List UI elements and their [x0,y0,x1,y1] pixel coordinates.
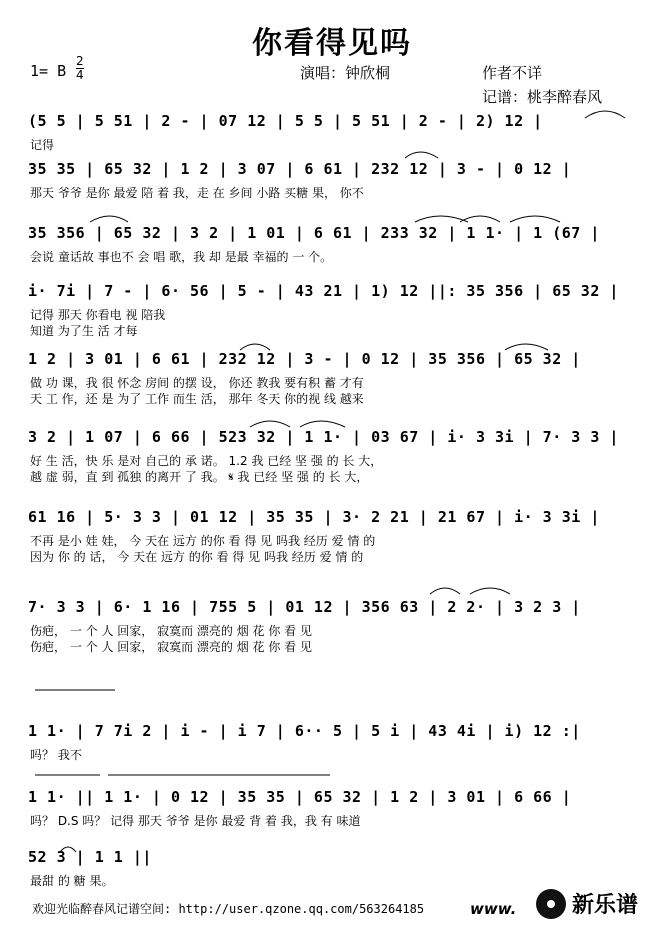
composer-credit: 作者不详 [482,64,543,82]
brand-name: 新乐谱 [572,893,639,918]
key-signature: 1= B [30,62,67,80]
notation-line: 61 16 | 5· 3 3 | 01 12 | 35 35 | 3· 2 21 | 21 67 | i· 3 3i | [28,508,600,526]
lyric-line: 吗？ D.S 吗？ 记得 那天 爷爷 是你 最爱 背 着 我，我 有 味道 [30,814,361,828]
notation-line: 35 356 | 65 32 | 3 2 | 1 01 | 6 61 | 233 32 | 1 1· | 1 (67 | [28,224,600,242]
lyric-line: 记得 那天 你看电 视 陪我 [30,308,166,322]
lyric-line: 因为 你 的 话， 今 天在 远方 的你 看 得 见 吗我 经历 爱 情 的 [30,550,364,564]
lyric-line: 越 虚 弱，直 到 孤独 的离开 了 我。 𝄋 我 已经 坚 强 的 长 大， [30,470,369,484]
lyric-line: 吗？ 我不 [30,748,82,762]
notation-line: 1 1· || 1 1· | 0 12 | 35 35 | 65 32 | 1 2 | 3 01 | 6 66 | [28,788,572,806]
singer-credit: 演唱：钟欣桐 [300,64,391,82]
watermark-www: www. [470,900,517,918]
lyric-line: 记得 [30,138,55,152]
record-disc-icon [536,889,566,919]
transcriber-credit: 记谱：桃李醉春风 [482,88,603,106]
notation-line: (5 5 | 5 51 | 2 - | 07 12 | 5 5 | 5 51 | 2 - | 2) 12 | [28,112,543,130]
notation-line: 35 35 | 65 32 | 1 2 | 3 07 | 6 61 | 232 12 | 3 - | 0 12 | [28,160,572,178]
lyric-line: 伤疤， 一 个 人 回家， 寂寞而 漂亮的 烟 花 你 看 见 [30,624,312,638]
notation-line: 7· 3 3 | 6· 1 16 | 755 5 | 01 12 | 356 63 | 2 2· | 3 2 3 | [28,598,581,616]
lyric-line: 不再 是小 娃 娃， 今 天在 远方 的你 看 得 见 吗我 经历 爱 情 的 [30,534,376,548]
notation-line: 1 1· | 7 7i 2 | i - | i 7 | 6·· 5 | 5 i | 43 4i | i) 12 :| [28,722,581,740]
notation-line: 1 2 | 3 01 | 6 61 | 232 12 | 3 - | 0 12 | 35 356 | 65 32 | [28,350,581,368]
lyric-line: 那天 爷爷 是你 最爱 陪 着 我，走 在 乡间 小路 买糖 果， 你不 [30,186,364,200]
footer-text: 欢迎光临醉春风记谱空间: http://user.qzone.qq.com/563264185 [32,902,425,916]
song-title: 你看得见吗 [252,26,412,61]
lyric-line: 好 生 活，快 乐 是对 自己的 承 诺。 1.2 我 已经 坚 强 的 长 大， [30,454,383,468]
notation-line: 3 2 | 1 07 | 6 66 | 523 32 | 1 1· | 03 67 | i· 3 3i | 7· 3 3 | [28,428,619,446]
time-signature [76,55,84,82]
lyric-line: 知道 为了生 活 才每 [30,324,138,338]
lyric-line: 天 工 作，还 是 为了 工作 而生 活， 那年 冬天 你的视 线 越来 [30,392,364,406]
site-logo [536,888,638,919]
time-signature-top: 2 [76,54,84,68]
notation-line: i· 7i | 7 - | 6· 56 | 5 - | 43 21 | 1) 12 ||: 35 356 | 65 32 | [28,282,619,300]
time-signature-bottom: 4 [76,68,84,82]
lyric-line: 做 功 课，我 很 怀念 房间 的摆 设， 你还 教我 要有积 蓄 才有 [30,376,364,390]
notation-line: 52 3 | 1 1 || [28,848,152,866]
lyric-line: 伤疤， 一 个 人 回家， 寂寞而 漂亮的 烟 花 你 看 见 [30,640,312,654]
lyric-line: 会说 童话故 事也不 会 唱 歌，我 却 是最 幸福的 一 个。 [30,250,333,264]
lyric-line: 最甜 的 糖 果。 [30,874,114,888]
